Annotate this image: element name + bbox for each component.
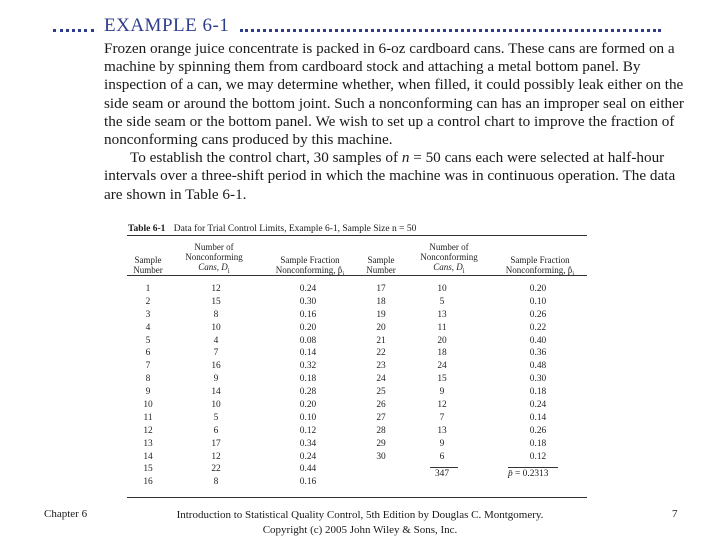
table-cell: 14 bbox=[143, 451, 153, 462]
table-cell: 22 bbox=[376, 348, 386, 359]
table-cell: 11 bbox=[437, 322, 447, 333]
table-cell: 0.28 bbox=[299, 387, 317, 398]
table-cell: 15 bbox=[143, 464, 153, 475]
table-cell: 0.20 bbox=[299, 400, 317, 411]
table-cell: 10 bbox=[143, 400, 153, 411]
table-cell: 0.18 bbox=[529, 438, 547, 449]
table-label: Table 6-1 bbox=[128, 224, 166, 234]
table-header-rule bbox=[127, 275, 587, 276]
table-cell: 13 bbox=[143, 438, 153, 449]
table-cell: 0.08 bbox=[299, 335, 317, 346]
table-cell: 0.12 bbox=[299, 425, 317, 436]
table-cell: 0.30 bbox=[529, 374, 547, 385]
table-cell: 8 bbox=[213, 309, 219, 320]
sum-rule-fraction bbox=[508, 467, 558, 468]
table-cell: 14 bbox=[211, 387, 221, 398]
left-defects-column bbox=[186, 283, 246, 489]
table-cell: 5 bbox=[213, 412, 219, 423]
table-cell: 27 bbox=[376, 412, 386, 423]
table-cell: 9 bbox=[145, 387, 151, 398]
table-top-rule bbox=[127, 235, 587, 236]
table-cell: 21 bbox=[376, 335, 386, 346]
table-cell: 5 bbox=[439, 296, 445, 307]
table-cell: 22 bbox=[211, 464, 221, 475]
table-cell: 12 bbox=[143, 425, 153, 436]
title-dots-right bbox=[240, 29, 661, 32]
table-cell: 20 bbox=[437, 335, 447, 346]
table-cell: 0.30 bbox=[299, 296, 317, 307]
table-cell: 29 bbox=[376, 438, 386, 449]
table-cell: 20 bbox=[376, 322, 386, 333]
table-cell: 1 bbox=[145, 284, 151, 294]
example-title: EXAMPLE 6-1 bbox=[104, 15, 230, 36]
example-text bbox=[104, 40, 694, 204]
table-cell: 9 bbox=[439, 387, 445, 398]
table-cell: 8 bbox=[213, 477, 219, 488]
table-cell: 0.24 bbox=[529, 400, 547, 411]
table-cell: 0.34 bbox=[299, 438, 317, 449]
table-bottom-rule bbox=[127, 497, 587, 498]
table-cell: 0.16 bbox=[299, 477, 317, 488]
table-cell: 0.36 bbox=[529, 348, 547, 359]
title-dots-left bbox=[53, 29, 94, 32]
table-cell: 16 bbox=[143, 477, 153, 488]
table-cell: 0.10 bbox=[299, 412, 317, 423]
table-cell: 18 bbox=[376, 296, 386, 307]
table-cell: 25 bbox=[376, 387, 386, 398]
table-cell: 9 bbox=[439, 438, 445, 449]
table-cell: 23 bbox=[376, 361, 386, 372]
sum-rule-defects bbox=[430, 467, 458, 468]
table-cell: 10 bbox=[211, 400, 221, 411]
table-cell: 4 bbox=[213, 335, 219, 346]
table-cell: 28 bbox=[376, 425, 386, 436]
right-defects-column bbox=[420, 283, 464, 463]
table-cell: 5 bbox=[145, 335, 151, 346]
table-cell: 0.26 bbox=[529, 309, 547, 320]
table-cell: 26 bbox=[376, 400, 386, 411]
table-cell: 30 bbox=[376, 451, 386, 462]
p-bar-value: p̄ = 0.2313 bbox=[508, 469, 549, 479]
table-cell: 12 bbox=[437, 400, 447, 411]
table-cell: 18 bbox=[437, 348, 447, 359]
table-cell: 0.16 bbox=[299, 309, 317, 320]
table-cell: 6 bbox=[145, 348, 151, 359]
table-cell: 0.32 bbox=[299, 361, 317, 372]
table-cell: 16 bbox=[211, 361, 221, 372]
header-fraction: Sample Fraction Nonconforming, $p̂_i$ bbox=[275, 255, 345, 278]
right-sample-column bbox=[360, 283, 402, 463]
table-cell: 13 bbox=[437, 309, 447, 320]
table-cell: 19 bbox=[376, 309, 386, 320]
table-cell: 11 bbox=[143, 412, 153, 423]
table-cell: 0.44 bbox=[299, 464, 317, 475]
left-fraction-column bbox=[278, 283, 338, 489]
table-cell: 0.40 bbox=[529, 335, 547, 346]
table-cell: 15 bbox=[211, 296, 221, 307]
table-cell: 0.18 bbox=[529, 387, 547, 398]
table-cell: 13 bbox=[437, 425, 447, 436]
table-cell: 2 bbox=[145, 296, 151, 307]
table-cell: 8 bbox=[145, 374, 151, 385]
table-cell: 0.14 bbox=[529, 412, 547, 423]
table-cell: 0.18 bbox=[299, 374, 317, 385]
table-cell: 7 bbox=[145, 361, 151, 372]
table-cell: 24 bbox=[437, 361, 447, 372]
header-nonconforming: Number of Nonconforming Cans, $D_i$ bbox=[185, 242, 243, 275]
table-cell: 3 bbox=[145, 309, 151, 320]
table-cell: 0.26 bbox=[529, 425, 547, 436]
table-cell: 6 bbox=[213, 425, 219, 436]
table-cell: 6 bbox=[439, 451, 445, 462]
table-cell: 7 bbox=[439, 412, 445, 423]
footer-citation: Introduction to Statistical Quality Control, 5th Edition by Douglas C. Montgomery. Copyright (c) 2005 John Wiley & Sons, Inc. bbox=[176, 509, 544, 536]
table-cell: 24 bbox=[376, 374, 386, 385]
table-cell: 9 bbox=[213, 374, 219, 385]
total-defects: 347 bbox=[434, 469, 450, 479]
table-cell: 0.10 bbox=[529, 296, 547, 307]
header-nonconforming-2: Number of Nonconforming Cans, $D_i$ bbox=[420, 242, 478, 275]
right-fraction-column bbox=[508, 283, 568, 463]
table-cell: 0.20 bbox=[299, 322, 317, 333]
table-cell: 15 bbox=[437, 374, 447, 385]
header-sample-number: Sample Number bbox=[133, 255, 163, 275]
table-caption-text: Data for Trial Control Limits, Example 6-1, Sample Size n = 50 bbox=[173, 224, 417, 234]
table-cell: 10 bbox=[437, 284, 447, 294]
table-cell: 12 bbox=[211, 284, 221, 294]
table-cell: 0.14 bbox=[299, 348, 317, 359]
table-cell: 0.24 bbox=[299, 284, 317, 294]
footer-chapter: Chapter 6 bbox=[44, 508, 88, 520]
footer-page-number: 7 bbox=[672, 508, 678, 520]
header-sample-number-2: Sample Number bbox=[366, 255, 396, 275]
table-cell: 17 bbox=[211, 438, 221, 449]
table-cell: 0.22 bbox=[529, 322, 547, 333]
header-fraction-2: Sample Fraction Nonconforming, $p̂_i$ bbox=[505, 255, 575, 278]
table-cell: 0.12 bbox=[529, 451, 547, 462]
table-cell: 0.20 bbox=[529, 284, 547, 294]
table-caption bbox=[128, 224, 416, 234]
table-cell: 0.48 bbox=[529, 361, 547, 372]
table-cell: 12 bbox=[211, 451, 221, 462]
left-sample-column bbox=[128, 283, 168, 489]
table-cell: 17 bbox=[376, 284, 386, 294]
table-cell: 0.24 bbox=[299, 451, 317, 462]
paragraph-1: Frozen orange juice concentrate is packed in 6-oz cardboard cans. These cans are formed on a machine by spinning them from cardboard stock and attaching a metal bottom panel. By inspection of a can, we may determine whether, when filled, it could possibly leak either on the side seam or around the bottom joint. Such a nonconforming can has an improper seal on either the side seam or the bottom panel. We wish to set up a control chart to improve the fraction of nonconforming cans produced by this machine. bbox=[104, 40, 684, 149]
table-cell: 10 bbox=[211, 322, 221, 333]
paragraph-2: To establish the control chart, 30 samples of n = 50 cans each were selected at half-hour intervals over a three-shift period in which the machine was in continuous operation. The data are shown in Table 6-1. bbox=[104, 149, 676, 203]
table-cell: 7 bbox=[213, 348, 219, 359]
table-cell: 4 bbox=[145, 322, 151, 333]
